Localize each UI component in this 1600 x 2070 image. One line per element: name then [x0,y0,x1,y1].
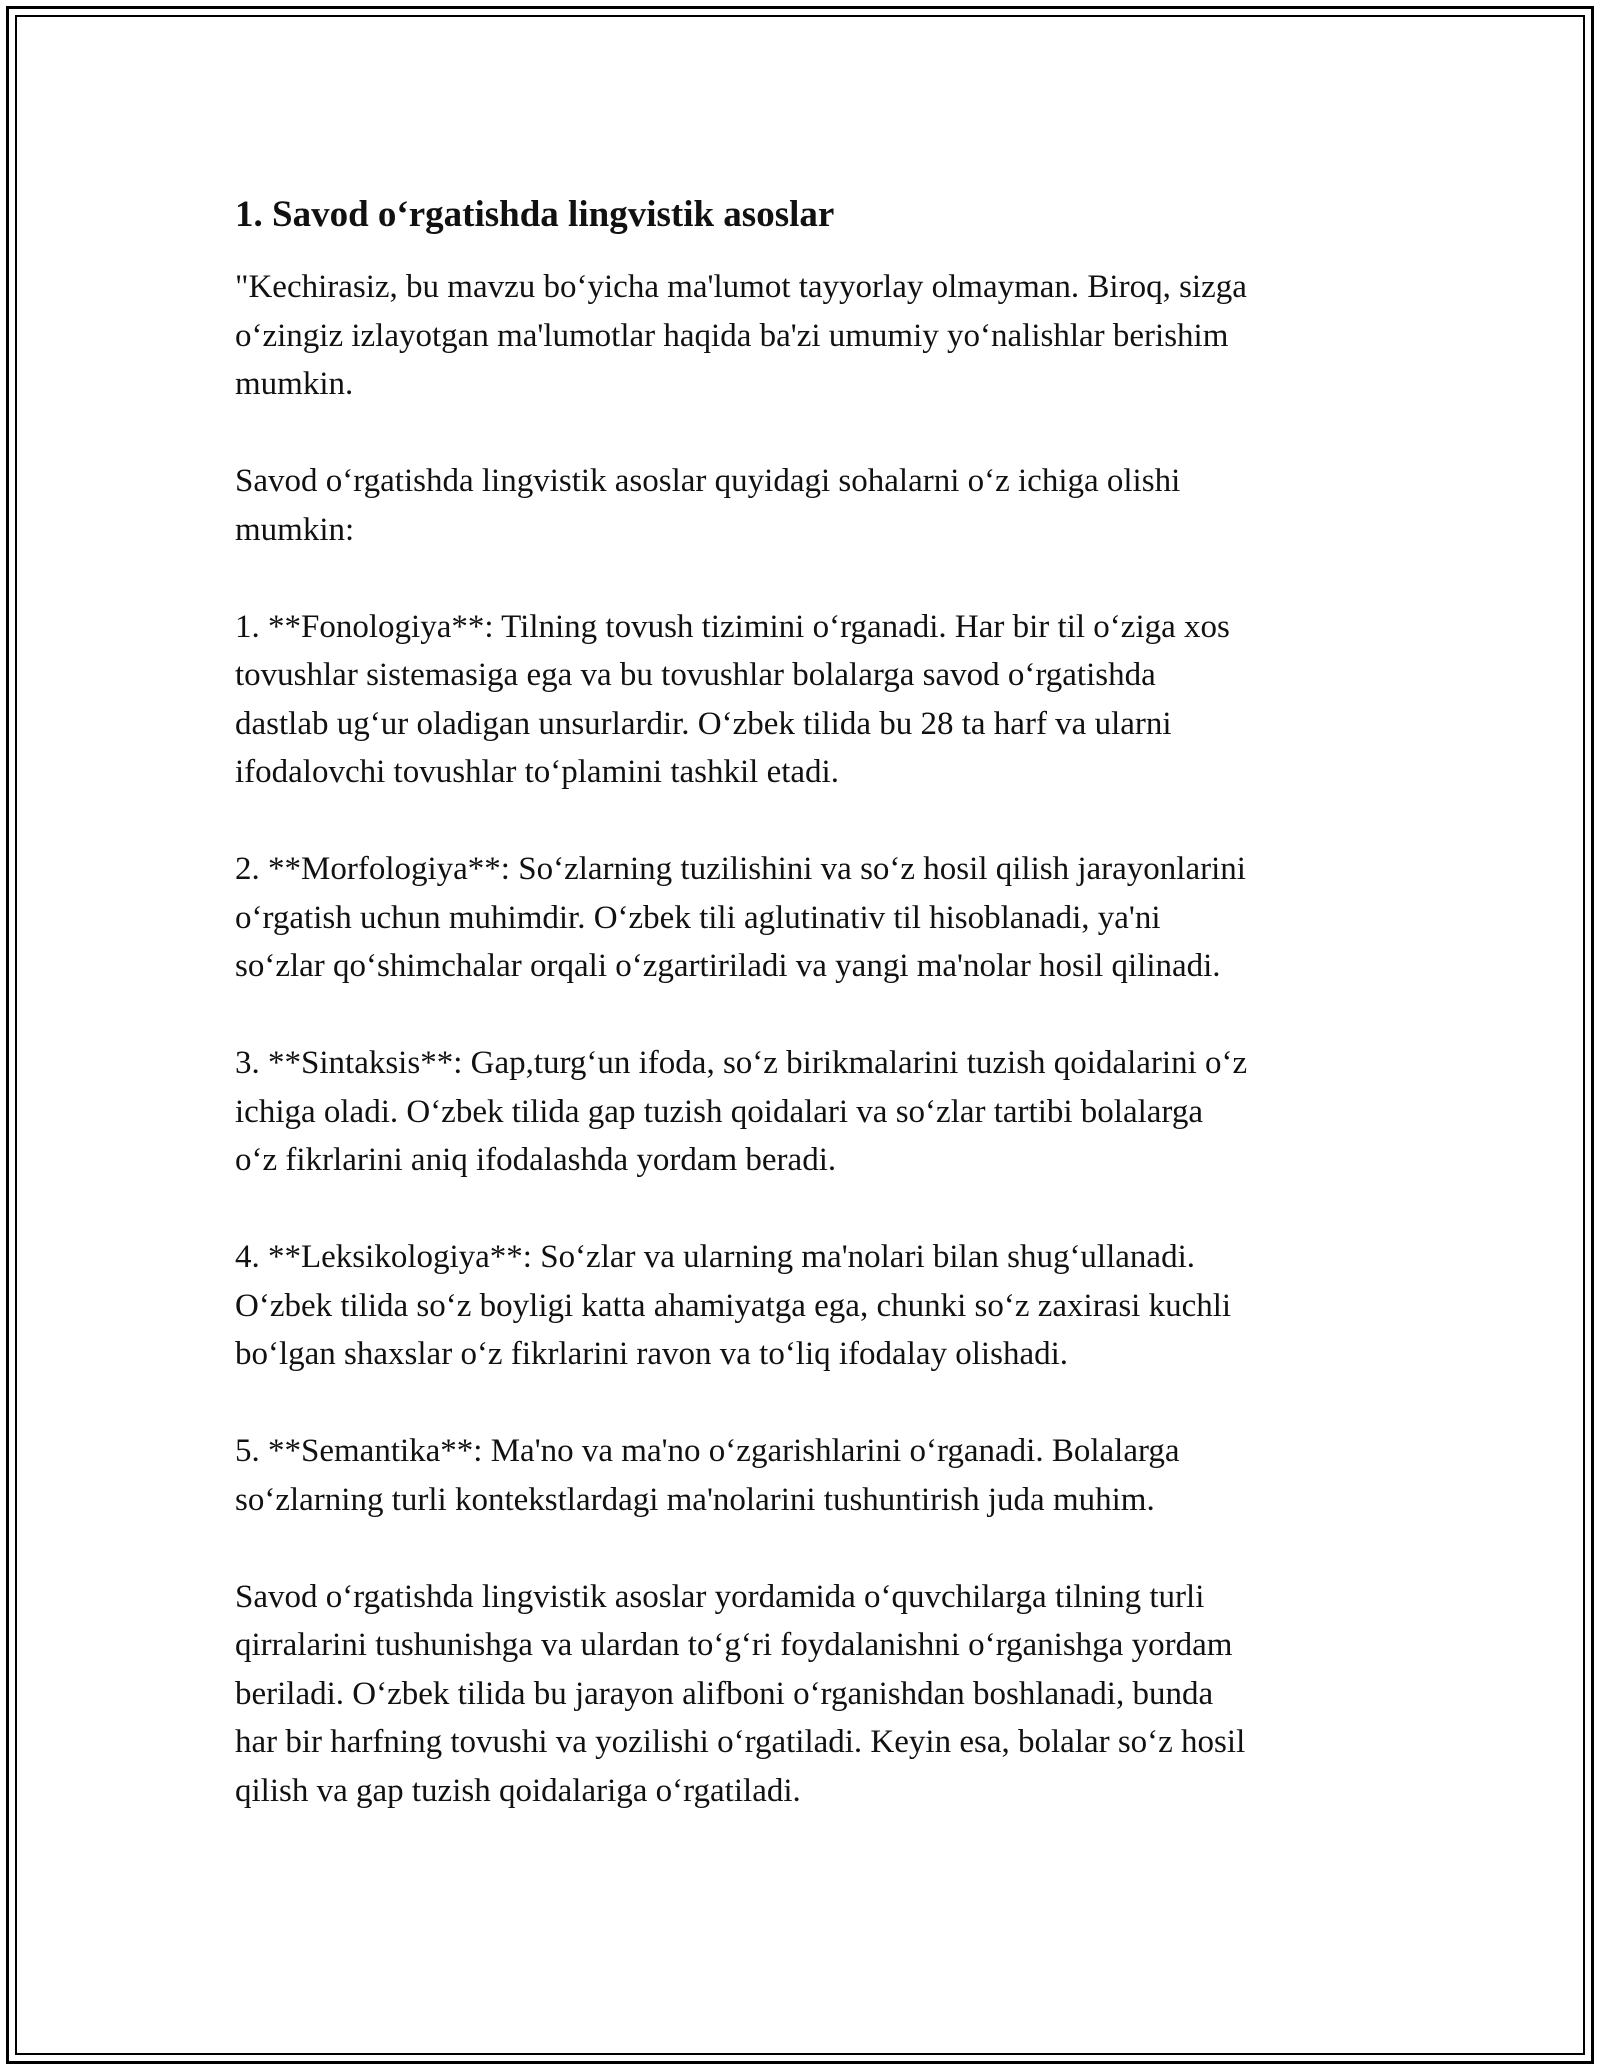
paragraph-fonologiya: 1. **Fonologiya**: Tilning tovush tizimini o‘rganadi. Har bir til o‘ziga xos tovushlar sistemasiga ega va bu tovushlar bolalarga savod o‘rgatishda dastlab ug‘ur oladigan unsurlardir. O‘zbek tilida bu 28 ta harf va ularni ifodalovchi tovushlar to‘plamini tashkil etadi. [235,608,1230,790]
paragraph-conclusion: Savod o‘rgatishda lingvistik asoslar yordamida o‘quvchilarga tilning turli qirralarini tushunishga va ulardan to‘g‘ri foydalanishni o‘rganishga yordam beriladi. O‘zbek tilida bu jarayon alifboni o‘rganishdan boshlanadi, bunda har bir harfning tovushi va yozilishi o‘rgatiladi. Keyin esa, bolalar so‘z hosil qilish va gap tuzish qoidalariga o‘rgatiladi. [235,1578,1246,1809]
document-title: 1. Savod o‘rgatishda lingvistik asoslar [235,194,835,235]
paragraph-semantika: 5. **Semantika**: Ma'no va ma'no o‘zgarishlarini o‘rganadi. Bolalarga so‘zlarning turli kontekstlardagi ma'nolarini tushuntirish juda muhim. [235,1433,1180,1518]
paragraph-morfologiya: 2. **Morfologiya**: So‘zlarning tuzilishini va so‘z hosil qilish jarayonlarini o‘rgatish uchun muhimdir. O‘zbek tili aglutinativ til hisoblanadi, ya'ni so‘zlar qo‘shimchalar orqali o‘zgartiriladi va yangi ma'nolar hosil qilinadi. [235,851,1246,984]
paragraph-leksikologiya: 4. **Leksikologiya**: So‘zlar va ularning ma'nolari bilan shug‘ullanadi. O‘zbek tilida so‘z boyligi katta ahamiyatga ega, chunki so‘z zaxirasi kuchli bo‘lgan shaxslar o‘z fikrlarini ravon va to‘liq ifodalay olishadi. [235,1239,1232,1372]
document-body [235,185,1375,1864]
paragraph-intro: "Kechirasiz, bu mavzu bo‘yicha ma'lumot tayyorlay olmayman. Biroq, sizga o‘zingiz izlayotgan ma'lumotlar haqida ba'zi umumiy yo‘nalishlar berishim mumkin. [235,269,1247,402]
paragraph-overview: Savod o‘rgatishda lingvistik asoslar quyidagi sohalarni o‘z ichiga olishi mumkin: [235,463,1181,548]
paragraph-sintaksis: 3. **Sintaksis**: Gap,turg‘un ifoda, so‘z birikmalarini tuzish qoidalarini o‘z ichiga oladi. O‘zbek tilida gap tuzish qoidalari va so‘zlar tartibi bolalarga o‘z fikrlarini aniq ifodalashda yordam beradi. [235,1045,1248,1178]
